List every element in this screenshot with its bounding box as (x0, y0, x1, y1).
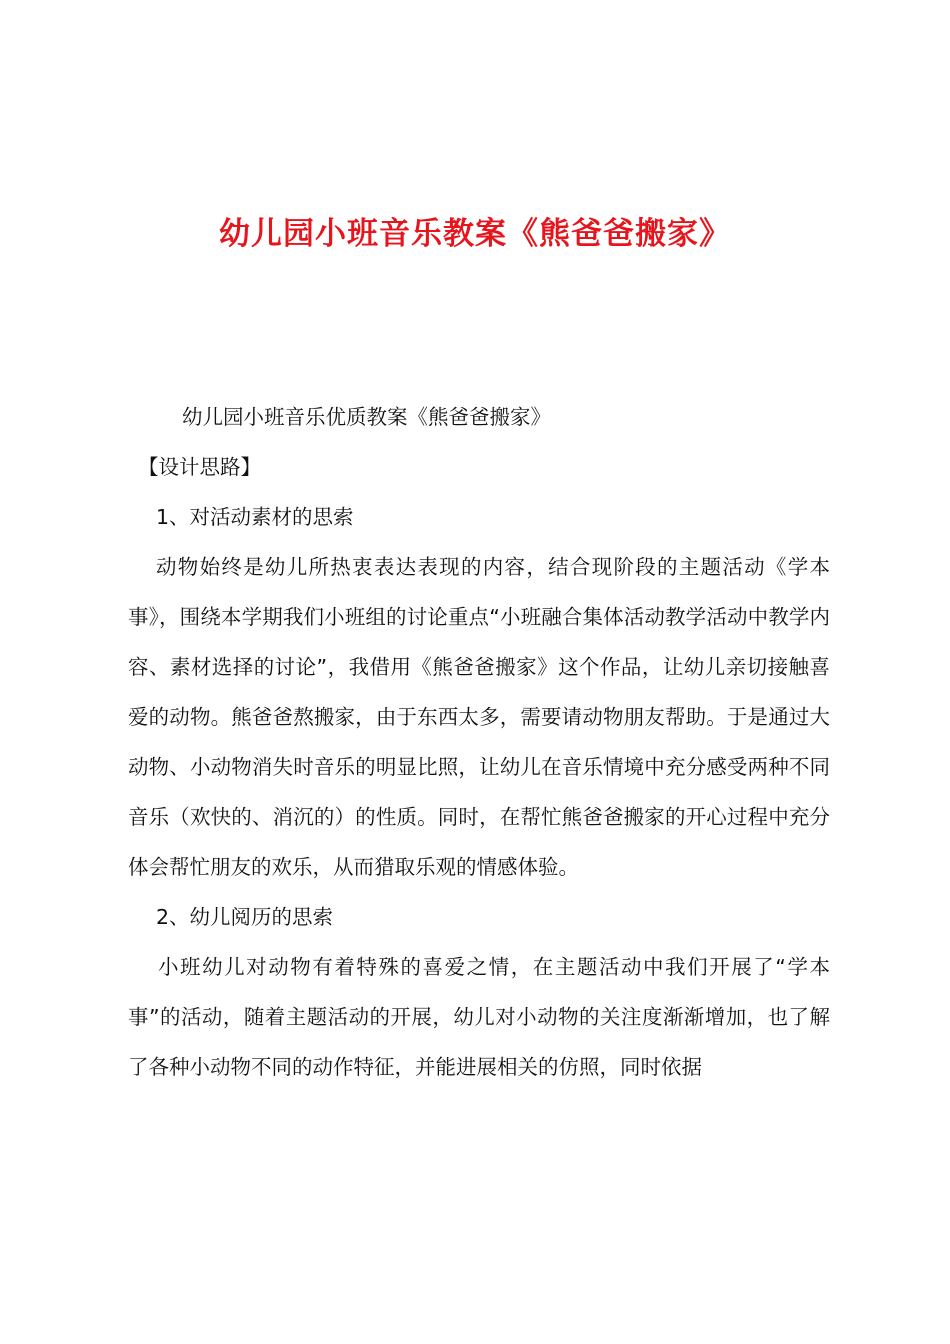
subsection-heading-experience: 2、幼儿阅历的思索 (156, 905, 334, 929)
document-body (128, 392, 830, 1092)
paragraph-experience: 小班幼儿对动物有着特殊的喜爱之情，在主题活动中我们开展了“学本事”的活动，随着主题活动的开展，幼儿对小动物的关注度渐渐增加，也了解了各种小动物不同的动作特征，并能进展相关的仿照，同时依据 (128, 955, 830, 1079)
document-title: 幼儿园小班音乐教案《熊爸爸搬家》 (219, 216, 731, 252)
section-heading-design-thinking: 【设计思路】 (138, 455, 261, 479)
subsection-heading-material: 1、对活动素材的思索 (156, 505, 354, 529)
document-subtitle: 幼儿园小班音乐优质教案《熊爸爸搬家》 (182, 405, 551, 429)
paragraph-material: 动物始终是幼儿所热衷表达表现的内容，结合现阶段的主题活动《学本事》，围绕本学期我们小班组的讨论重点“小班融合集体活动教学活动中教学内容、素材选择的讨论”，我借用《熊爸爸搬家》这个作品，让幼儿亲切接触喜爱的动物。熊爸爸熬搬家，由于东西太多，需要请动物朋友帮助。于是通过大动物、小动物消失时音乐的明显比照，让幼儿在音乐情境中充分感受两种不同音乐（欢快的、消沉的）的性质。同时，在帮忙熊爸爸搬家的开心过程中充分体会帮忙朋友的欢乐，从而猎取乐观的情感体验。 (128, 555, 830, 879)
